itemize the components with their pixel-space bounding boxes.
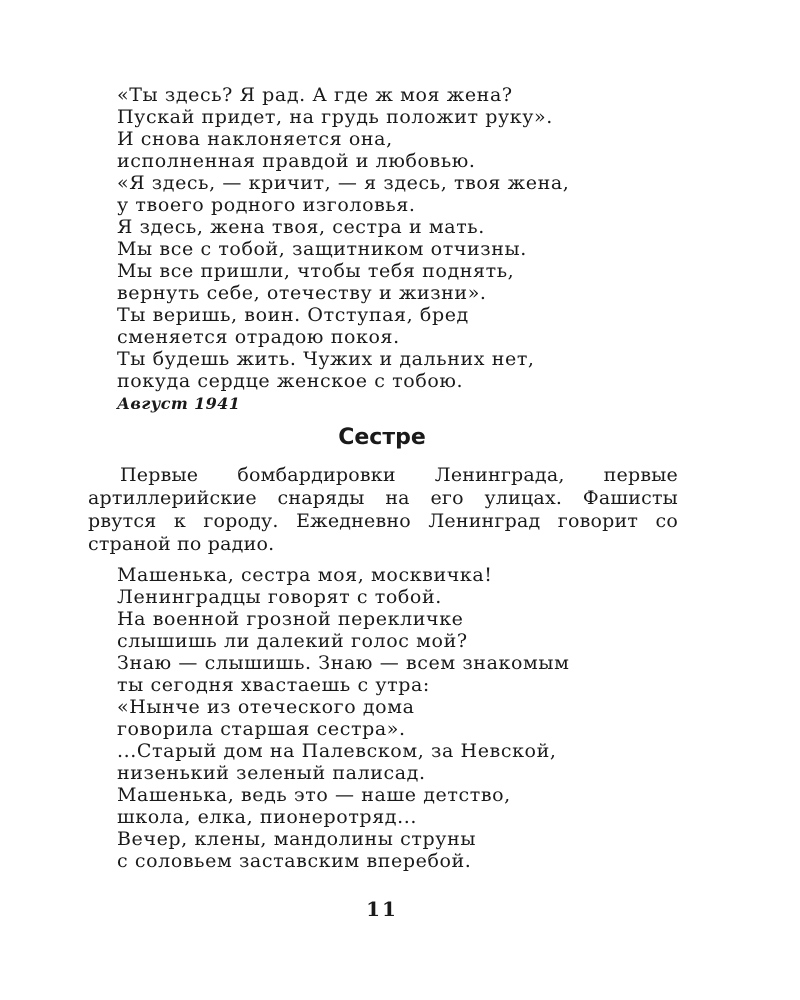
poem-line: исполненная правдой и любовью. [117,150,476,172]
poem-line: с соловьем заставским вперебой. [117,850,472,872]
poem-line: ...Старый дом на Палевском, за Невской, [117,740,557,762]
poem-line: Мы все пришли, чтобы тебя поднять, [117,260,515,282]
poem-line: низенький зеленый палисад. [117,762,426,784]
poem-date: Август 1941 [117,394,241,413]
poem-line: говорила старшая сестра». [117,718,406,740]
poem-line: «Нынче из отеческого дома [117,696,415,718]
poem-line: «Я здесь, — кричит, — я здесь, твоя жена, [117,172,570,194]
poem-line: вернуть себе, отечеству и жизни». [117,282,487,304]
poem-intro: Первые бомбардировки Ленинграда, первые артиллерийские снаряды на его улицах. Фашисты рвутся к городу. Ежедневно Ленинград говорит со страной по радио. [88,464,678,555]
poem-line: Машенька, сестра моя, москвичка! [117,564,493,586]
poem-title: Сестре [338,425,426,450]
poem-line: школа, елка, пионеротряд... [117,806,418,828]
poem-line: слышишь ли далекий голос мой? [117,630,468,652]
page-number: 11 [366,897,398,921]
poem-line: Ленинградцы говорят с тобой. [117,586,442,608]
poem-line: Ты веришь, воин. Отступая, бред [117,304,469,326]
poem-line: Знаю — слышишь. Знаю — всем знакомым [117,652,570,674]
poem-line: Вечер, клены, мандолины струны [117,828,477,850]
poem-line: Я здесь, жена твоя, сестра и мать. [117,216,485,238]
poem-line: ты сегодня хвастаешь с утра: [117,674,430,696]
poem-line: Мы все с тобой, защитником отчизны. [117,238,527,260]
poem-line: Ты будешь жить. Чужих и дальних нет, [117,348,535,370]
poem-line: И снова наклоняется она, [117,128,393,150]
poem-line: Машенька, ведь это — наше детство, [117,784,511,806]
poem-line: покуда сердце женское с тобою. [117,370,464,392]
poem-line: сменяется отрадою покоя. [117,326,400,348]
poem-line: у твоего родного изголовья. [117,194,416,216]
poem-line: «Ты здесь? Я рад. А где ж моя жена? [117,84,513,106]
poem-line: Пускай придет, на грудь положит руку». [117,106,553,128]
poem-line: На военной грозной перекличке [117,608,464,630]
